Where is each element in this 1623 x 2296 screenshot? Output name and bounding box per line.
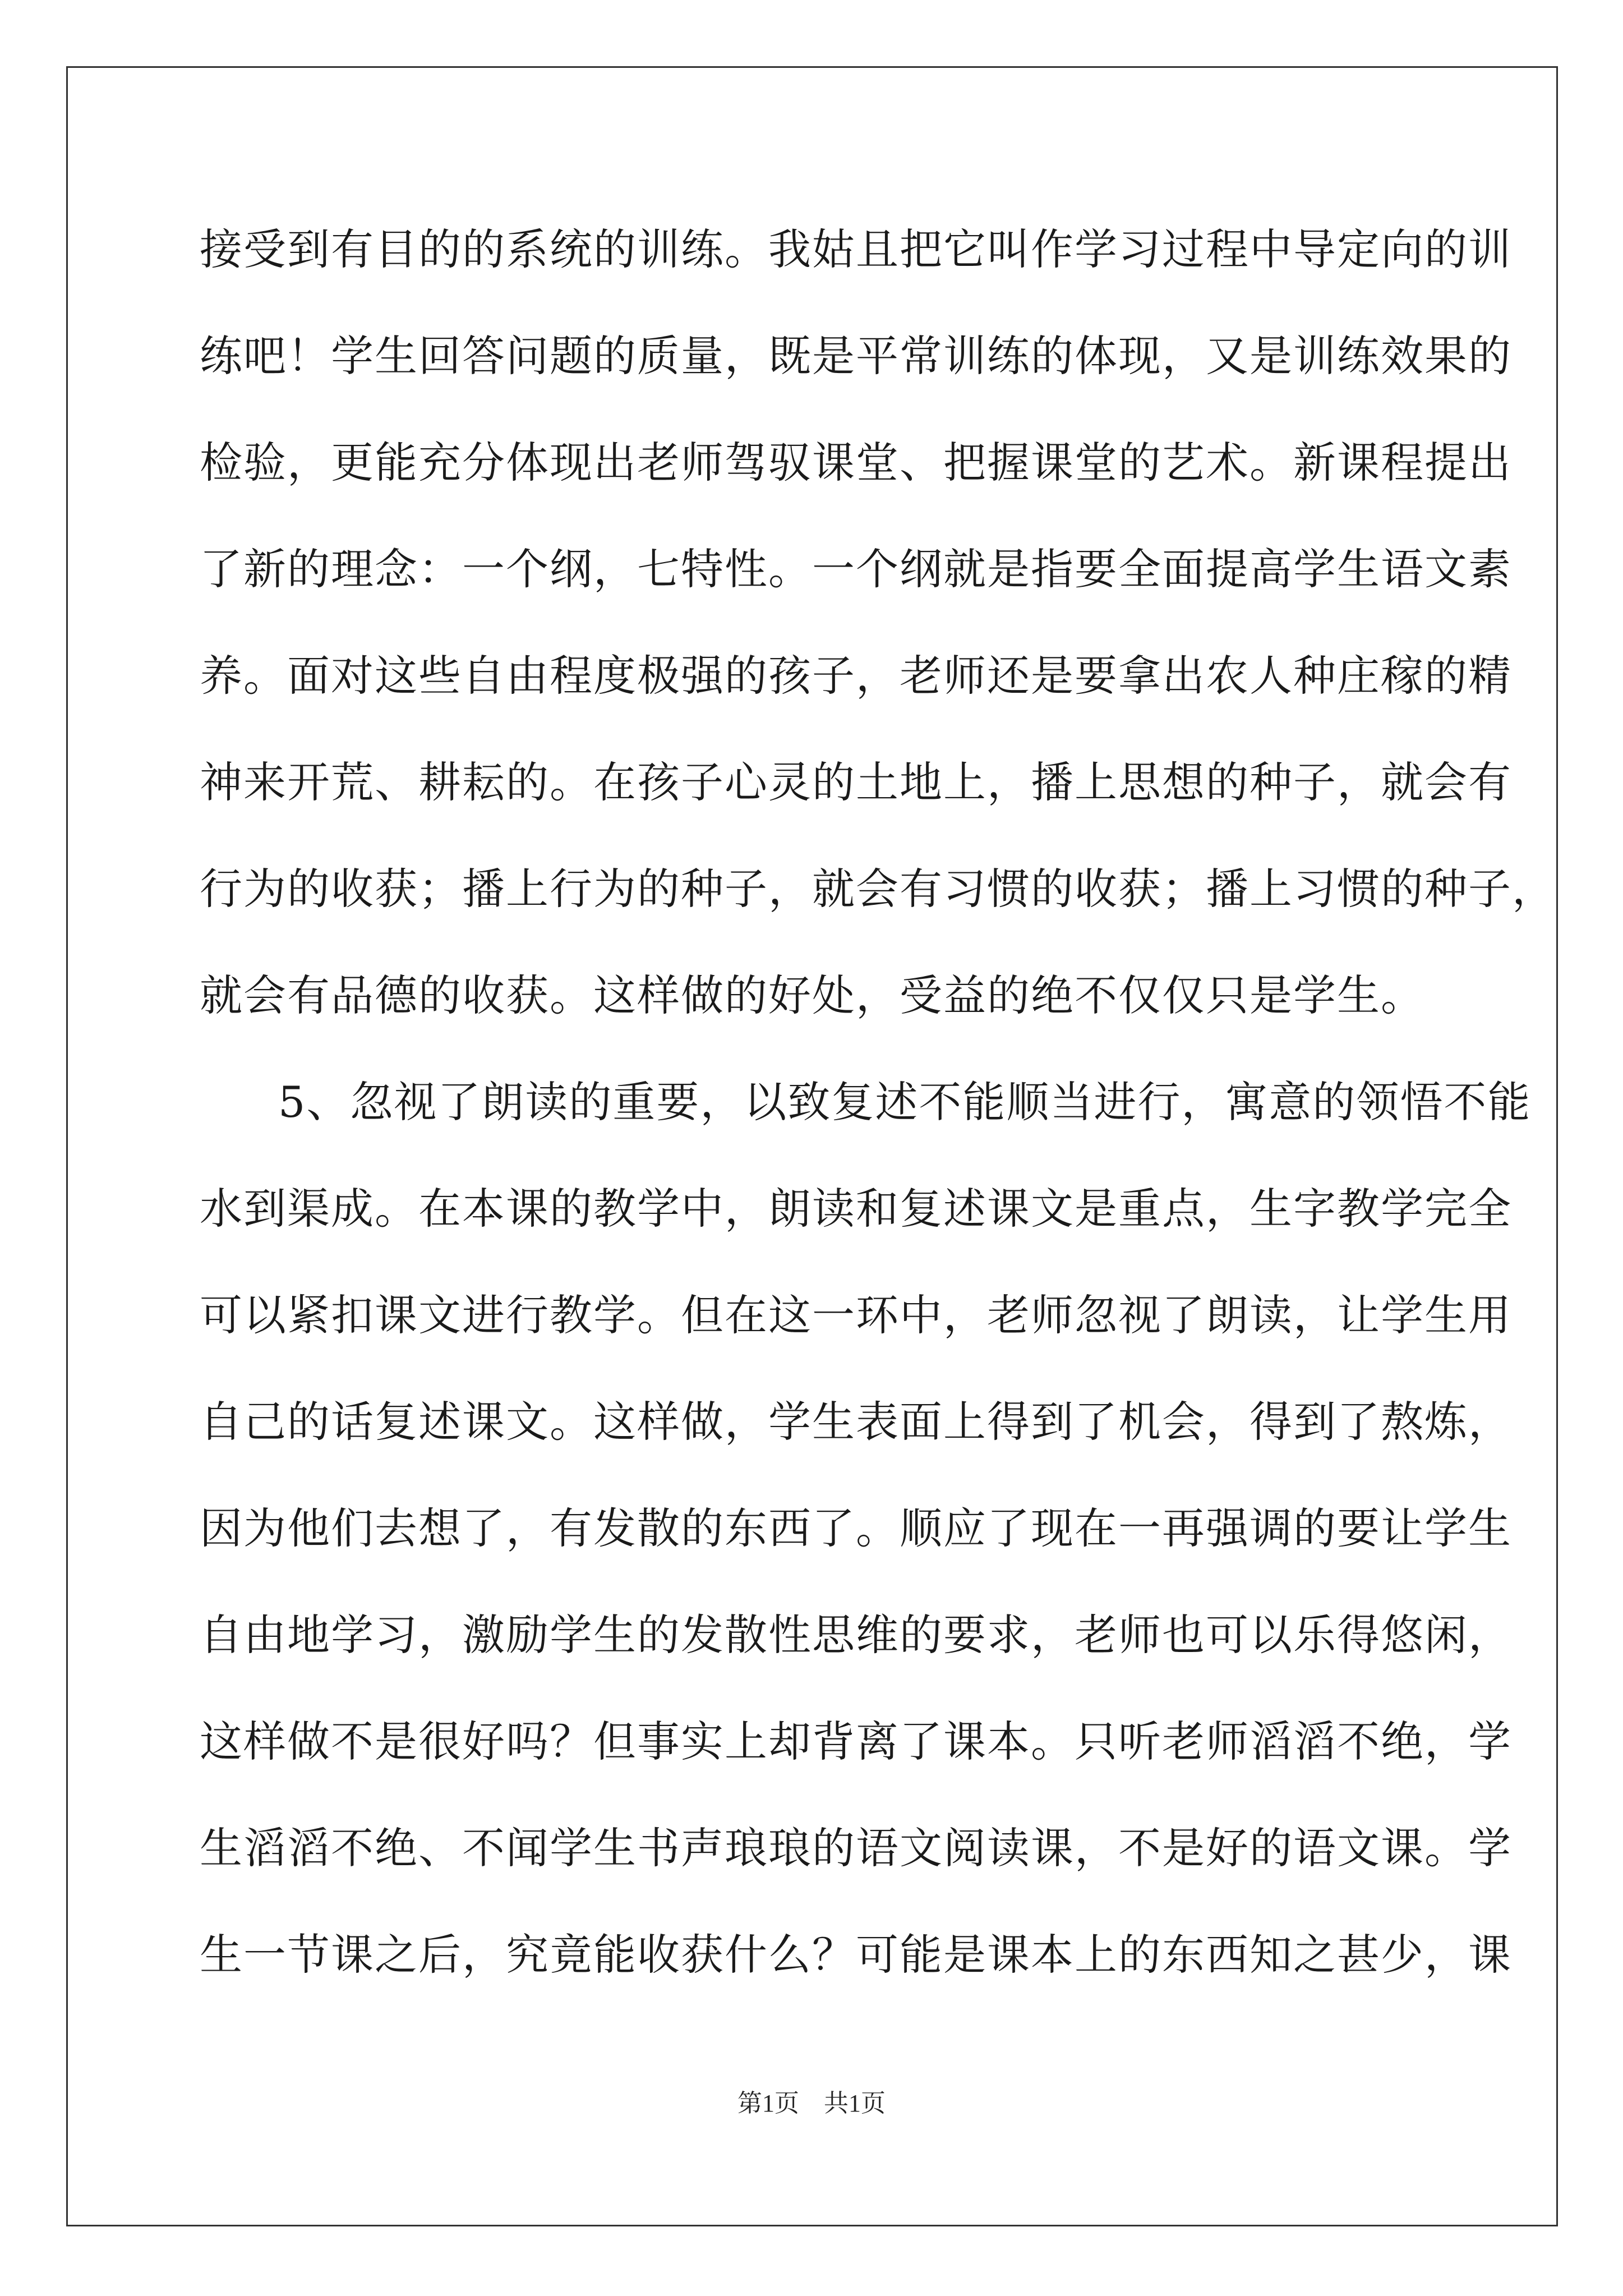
text-line: 可以紧扣课文进行教学。但在这一环中，老师忽视了朗读，让学生用 (200, 1290, 1512, 1340)
text-line: 自己的话复述课文。这样做，学生表面上得到了机会，得到了熬炼， (200, 1397, 1512, 1447)
text-line: 养。面对这些自由程度极强的孩子，老师还是要拿出农人种庄稼的精 (200, 651, 1512, 701)
text-line: 这样做不是很好吗？但事实上却背离了课本。只听老师滔滔不绝，学 (200, 1717, 1512, 1766)
text-line: 了新的理念：一个纲，七特性。一个纲就是指要全面提高学生语文素 (200, 544, 1512, 594)
page-number-footer: 第1页 共1页 (737, 2090, 886, 2117)
text-line: 生滔滔不绝、不闻学生书声琅琅的语文阅读课，不是好的语文课。学 (200, 1823, 1512, 1873)
text-line: 因为他们去想了，有发散的东西了。顺应了现在一再强调的要让学生 (200, 1503, 1512, 1553)
text-line: 就会有品德的收获。这样做的好处，受益的绝不仅仅只是学生。 (200, 970, 1424, 1020)
text-line: 自由地学习，激励学生的发散性思维的要求，老师也可以乐得悠闲， (200, 1610, 1512, 1660)
text-line: 行为的收获；播上行为的种子，就会有习惯的收获；播上习惯的种子， (200, 864, 1556, 914)
text-line: 水到渠成。在本课的教学中，朗读和复述课文是重点，生字教学完全 (200, 1184, 1512, 1234)
text-line: 练吧！学生回答问题的质量，既是平常训练的体现，又是训练效果的 (200, 331, 1512, 381)
text-line: 接受到有目的的系统的训练。我姑且把它叫作学习过程中导定向的训 (200, 224, 1512, 274)
text-line: 神来开荒、耕耘的。在孩子心灵的土地上，播上思想的种子，就会有 (200, 757, 1512, 807)
text-line: 生一节课之后，究竟能收获什么？可能是课本上的东西知之甚少，课 (200, 1930, 1512, 1980)
document-body (200, 222, 1556, 2033)
text-line: 检验，更能充分体现出老师驾驭课堂、把握课堂的艺术。新课程提出 (200, 438, 1512, 487)
paragraph-start-line: 5、忽视了朗读的重要，以致复述不能顺当进行，寓意的领悟不能 (278, 1077, 1532, 1127)
